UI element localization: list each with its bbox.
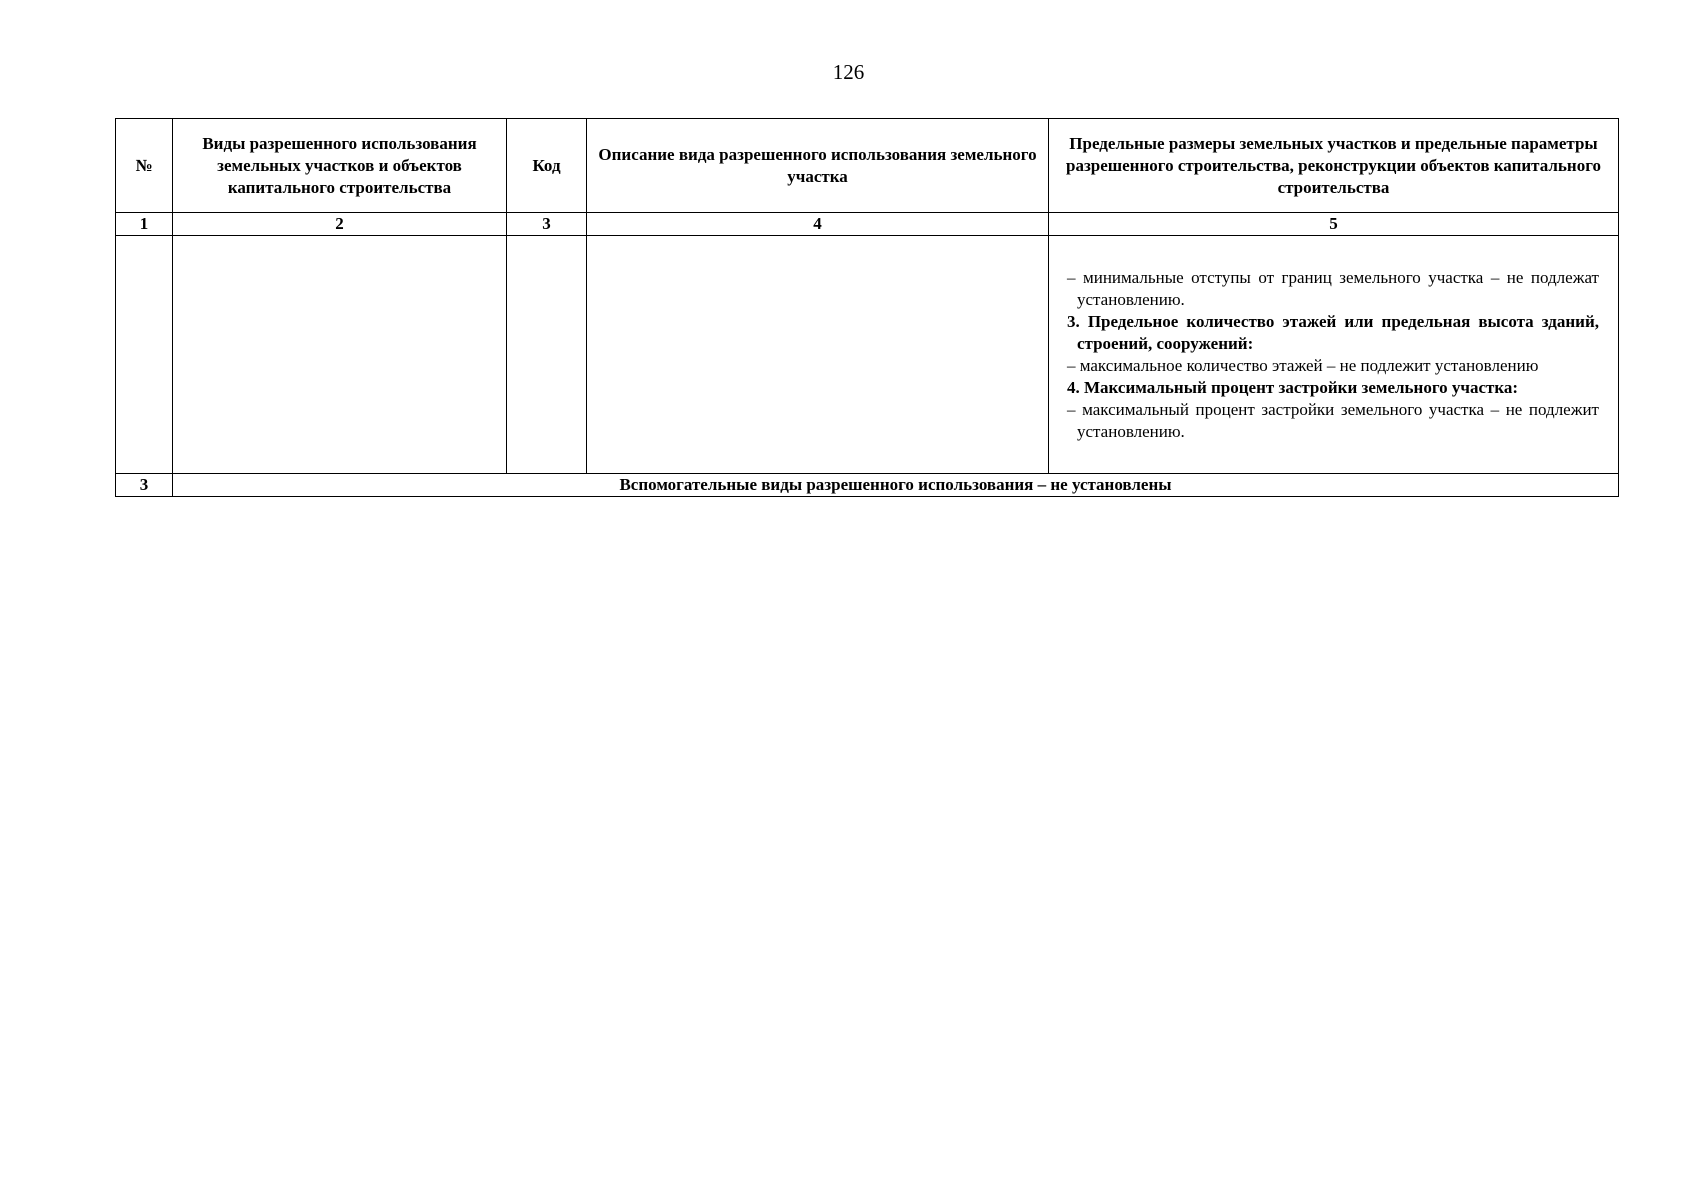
- column-number-2: 2: [173, 213, 507, 236]
- section-row: [116, 474, 1619, 497]
- permitted-use-table: [115, 118, 1619, 497]
- column-number-5: 5: [1049, 213, 1619, 236]
- header-description: Описание вида разрешенного использования земельного участка: [587, 119, 1049, 213]
- cell-use-type: [173, 236, 507, 474]
- column-number-4: 4: [587, 213, 1049, 236]
- header-code: Код: [507, 119, 587, 213]
- limits-heading-coverage: 4. Максимальный процент застройки земельного участка:: [1067, 378, 1519, 397]
- cell-limits: [1049, 236, 1619, 474]
- cell-code: [507, 236, 587, 474]
- cell-no: [116, 236, 173, 474]
- limits-line-max-floors: – максимальное количество этажей – не подлежит установлению: [1067, 356, 1539, 375]
- section-title: Вспомогательные виды разрешенного использования – не установлены: [173, 474, 1619, 497]
- table-row: [116, 236, 1619, 474]
- page-number: 126: [832, 60, 865, 84]
- limits-line-min-setbacks: – минимальные отступы от границ земельного участка – не подлежат установлению.: [1067, 268, 1599, 309]
- limits-heading-floors: 3. Предельное количество этажей или предельная высота зданий, строений, сооружений:: [1067, 312, 1599, 353]
- section-number: 3: [116, 474, 173, 497]
- limits-line-max-coverage: – максимальный процент застройки земельного участка – не подлежит установлению.: [1067, 400, 1599, 441]
- column-number-3: 3: [507, 213, 587, 236]
- cell-description: [587, 236, 1049, 474]
- header-no: №: [116, 119, 173, 213]
- header-limits: Предельные размеры земельных участков и предельные параметры разрешенного строительства, реконструкции объектов капитального строительства: [1049, 119, 1619, 213]
- header-row: [116, 119, 1619, 213]
- column-number-row: [116, 213, 1619, 236]
- column-number-1: 1: [116, 213, 173, 236]
- header-use-types: Виды разрешенного использования земельных участков и объектов капитального строительства: [173, 119, 507, 213]
